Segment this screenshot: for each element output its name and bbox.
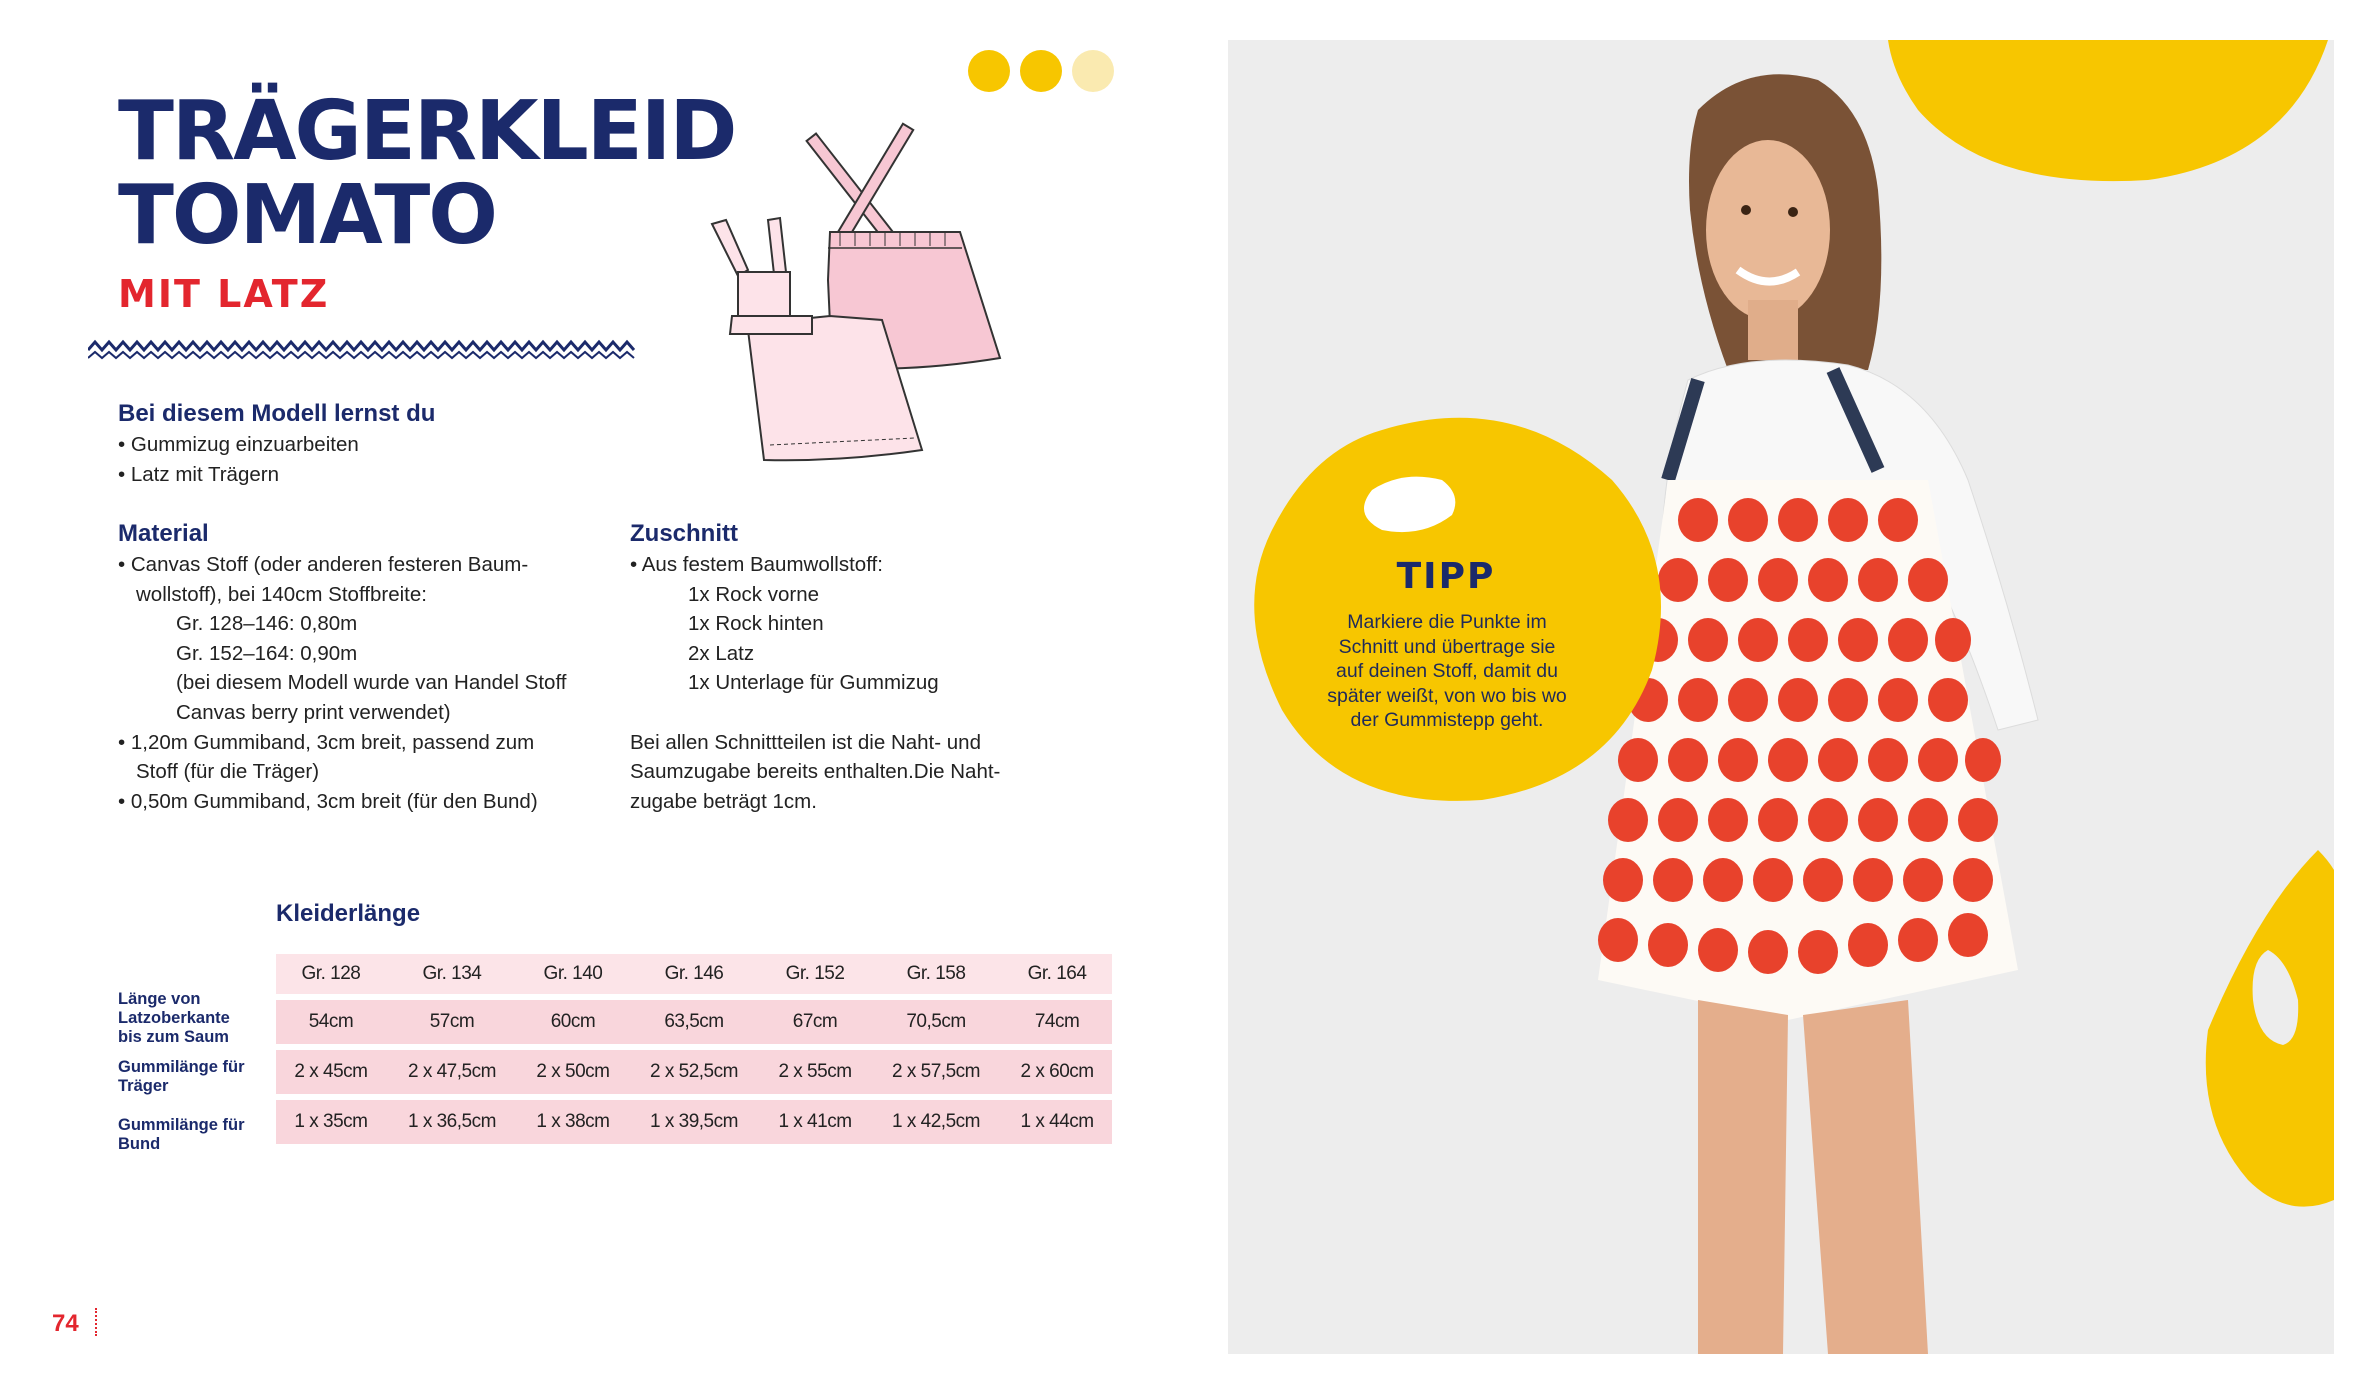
tipp-line: später weißt, von wo bis wo	[1327, 684, 1567, 707]
title-line-1: TRÄGERKLEID	[118, 84, 736, 179]
table-cell: 60cm	[518, 1000, 628, 1044]
row-label-laenge	[118, 990, 230, 1047]
row-label-traeger	[118, 1058, 245, 1096]
material-line: wollstoff), bei 140cm Stoffbreite:	[136, 582, 427, 606]
girl-legs	[1698, 1000, 1928, 1354]
zuschnitt-section	[630, 520, 1000, 816]
tipp-heading: TIPP	[1396, 556, 1496, 597]
zuschnitt-note: Bei allen Schnittteilen ist die Naht- und	[630, 730, 981, 754]
difficulty-dots	[968, 50, 1114, 92]
material-line: Gr. 152–164: 0,90m	[176, 641, 358, 665]
zuschnitt-note: zugabe beträgt 1cm.	[630, 789, 817, 813]
zuschnitt-note: Saumzugabe bereits enthalten.Die Naht-	[630, 760, 1001, 784]
table-cell: 1 x 42,5cm	[870, 1100, 1002, 1144]
table-cell: 1 x 44cm	[1002, 1100, 1112, 1144]
table-header-row	[276, 954, 1112, 994]
title-line-2: TOMATO	[118, 168, 496, 263]
tipp-line: Markiere die Punkte im	[1347, 611, 1547, 633]
size-header: Gr. 158	[870, 954, 1002, 994]
tipp-text	[1292, 610, 1602, 733]
table-cell: 2 x 45cm	[276, 1050, 386, 1094]
material-line: • 0,50m Gummiband, 3cm breit (für den Bund)	[118, 789, 538, 813]
difficulty-dot-filled	[1020, 50, 1062, 92]
size-header: Gr. 140	[518, 954, 628, 994]
table-cell: 67cm	[760, 1000, 870, 1044]
table-row	[276, 1050, 1112, 1094]
row-label-line: Träger	[118, 1077, 169, 1095]
zuschnitt-line: 1x Unterlage für Gummizug	[688, 671, 939, 695]
material-line: Gr. 128–146: 0,80m	[176, 612, 358, 636]
table-row	[276, 1100, 1112, 1144]
material-line: Canvas berry print verwendet)	[176, 700, 451, 724]
girl-face	[1706, 140, 1830, 320]
page-subtitle: MIT LATZ	[118, 272, 330, 316]
row-label-line: Gummilänge für	[118, 1116, 245, 1134]
size-header: Gr. 134	[386, 954, 518, 994]
zuschnitt-heading: Zuschnitt	[630, 520, 738, 547]
learn-heading: Bei diesem Modell lernst du	[118, 400, 436, 427]
table-cell: 74cm	[1002, 1000, 1112, 1044]
learn-item: • Latz mit Trägern	[118, 462, 279, 486]
table-cell: 1 x 38cm	[518, 1100, 628, 1144]
table-cell: 2 x 55cm	[760, 1050, 870, 1094]
difficulty-dot-filled	[968, 50, 1010, 92]
table-heading: Kleiderlänge	[276, 900, 421, 927]
zuschnitt-line: 1x Rock vorne	[688, 582, 820, 606]
table-cell: 1 x 39,5cm	[628, 1100, 760, 1144]
material-heading: Material	[118, 520, 209, 547]
row-label-line: Gummilänge für	[118, 1058, 245, 1076]
material-line: Stoff (für die Träger)	[136, 760, 320, 784]
size-header: Gr. 164	[1002, 954, 1112, 994]
table-cell: 57cm	[386, 1000, 518, 1044]
material-line: (bei diesem Modell wurde van Handel Stoff	[176, 671, 567, 695]
size-header: Gr. 146	[628, 954, 760, 994]
row-label-line: Latzoberkante	[118, 1009, 230, 1027]
page-number: 74	[52, 1310, 79, 1337]
page-title	[118, 84, 736, 263]
zuschnitt-line: 1x Rock hinten	[688, 612, 824, 636]
table-cell: 1 x 36,5cm	[386, 1100, 518, 1144]
table-cell: 2 x 52,5cm	[628, 1050, 760, 1094]
size-table	[276, 948, 1112, 1150]
page-number-divider	[95, 1308, 97, 1336]
row-label-line: Länge von	[118, 990, 201, 1008]
zuschnitt-line: 2x Latz	[688, 641, 755, 665]
table-cell: 1 x 41cm	[760, 1100, 870, 1144]
row-label-bund	[118, 1116, 245, 1154]
table-cell: 2 x 50cm	[518, 1050, 628, 1094]
material-line: • 1,20m Gummiband, 3cm breit, passend zum	[118, 730, 535, 754]
row-label-line: bis zum Saum	[118, 1028, 229, 1046]
difficulty-dot-empty	[1072, 50, 1114, 92]
tipp-line: der Gummistepp geht.	[1350, 709, 1544, 731]
material-line: • Canvas Stoff (oder anderen festeren Baum-	[118, 553, 529, 576]
size-header: Gr. 152	[760, 954, 870, 994]
yellow-blob-top	[1888, 40, 2328, 181]
dress-technical-drawing	[690, 120, 1020, 490]
table-cell: 70,5cm	[870, 1000, 1002, 1044]
table-cell: 63,5cm	[628, 1000, 760, 1044]
table-cell: 2 x 57,5cm	[870, 1050, 1002, 1094]
table-cell: 1 x 35cm	[276, 1100, 386, 1144]
table-cell: 54cm	[276, 1000, 386, 1044]
table-cell: 2 x 60cm	[1002, 1050, 1112, 1094]
row-label-line: Bund	[118, 1135, 161, 1153]
table-row	[276, 1000, 1112, 1044]
table-cell: 2 x 47,5cm	[386, 1050, 518, 1094]
tipp-line: Schnitt und übertrage sie	[1338, 635, 1556, 658]
tipp-line: auf deinen Stoff, damit du	[1336, 660, 1558, 682]
zuschnitt-line: • Aus festem Baumwollstoff:	[630, 553, 883, 576]
learn-item: • Gummizug einzuarbeiten	[118, 433, 359, 456]
learn-section	[118, 400, 435, 489]
material-section	[118, 520, 566, 816]
size-header: Gr. 128	[276, 954, 386, 994]
zigzag-divider	[88, 336, 638, 362]
